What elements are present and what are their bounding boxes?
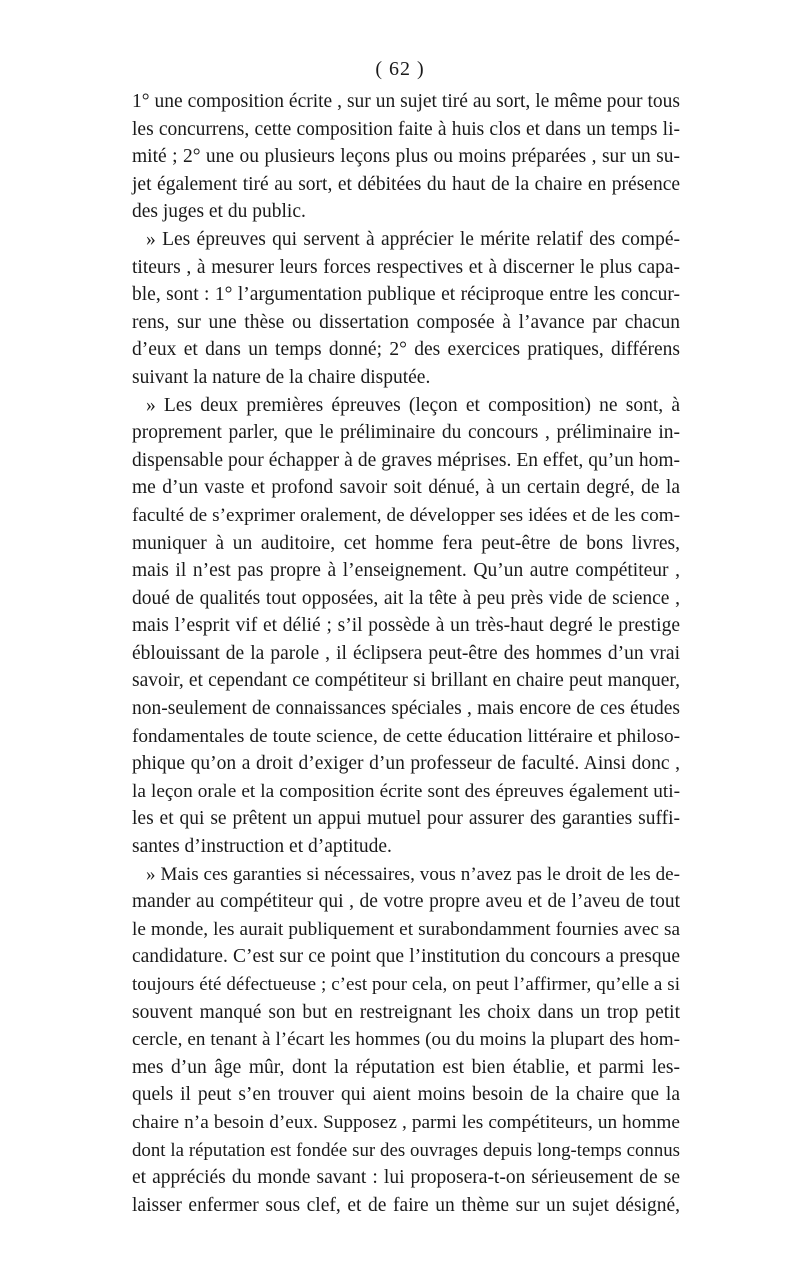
text-line: faculté de s’exprimer oralement, de développer ses idées et de les com- (132, 504, 680, 526)
text-line: chaire n’a besoin d’eux. Supposez , parmi les compétiteurs, un homme (132, 1111, 680, 1133)
text-line: cercle, en tenant à l’écart les hommes (ou du moins la plupart des hom- (132, 1029, 680, 1051)
text-line: ble, sont : 1° l’argumentation publique et réciproque entre les concur- (132, 284, 680, 306)
text-line: dispensable pour échapper à de graves méprises. En effet, qu’un hom- (132, 449, 680, 471)
text-line: candidature. C’est sur ce point que l’institution du concours a presque (132, 946, 680, 968)
text-line: savoir, et cependant ce compétiteur si brillant en chaire peut manquer, (132, 670, 680, 692)
text-line: souvent manqué son but en restreignant les choix dans un trop petit (132, 1001, 680, 1023)
text-line: proprement parler, que le préliminaire du concours , préliminaire in- (132, 422, 680, 444)
text-line: rens, sur une thèse ou dissertation composée à l’avance par chacun (132, 311, 680, 333)
text-line: des juges et du public. (132, 201, 306, 223)
text-line: le monde, les aurait publiquement et surabondamment fournies avec sa (132, 918, 680, 940)
text-line: titeurs , à mesurer leurs forces respectives et à discerner le plus capa- (132, 256, 680, 278)
page-number: ( 62 ) (375, 58, 425, 80)
text-line: » Les épreuves qui servent à apprécier le mérite relatif des compé- (146, 228, 680, 250)
text-line: les et qui se prêtent un appui mutuel pour assurer des garanties suffi- (132, 808, 680, 830)
text-line: quels il peut s’en trouver qui aient moins besoin de la chaire que la (132, 1084, 680, 1106)
text-line: d’eux et dans un temps donné; 2° des exercices pratiques, différens (132, 339, 680, 361)
text-line: dont la réputation est fondée sur des ouvrages depuis long-temps connus (132, 1139, 680, 1161)
text-line: fondamentales de toute science, de cette éducation littéraire et philoso- (132, 725, 680, 747)
text-line: me d’un vaste et profond savoir soit dénué, à un certain degré, de la (132, 477, 680, 499)
text-line: jet également tiré au sort, et débitées du haut de la chaire en présence (132, 173, 680, 195)
text-line: mander au compétiteur qui , de votre propre aveu et de l’aveu de tout (132, 891, 680, 913)
text-line: » Mais ces garanties si nécessaires, vous n’avez pas le droit de les de- (146, 863, 680, 885)
text-line: éblouissant de la parole , il éclipsera peut-être des hommes d’un vrai (132, 642, 680, 664)
text-line: laisser enfermer sous clef, et de faire un thème sur un sujet désigné, (132, 1194, 680, 1216)
text-line: muniquer à un auditoire, cet homme fera peut-être de bons livres, (132, 532, 680, 554)
text-line: non-seulement de connaissances spéciales , mais encore de ces études (132, 698, 680, 720)
text-line: les concurrens, cette composition faite à huis clos et dans un temps li- (132, 118, 680, 140)
text-line: mes d’un âge mûr, dont la réputation est bien établie, et parmi les- (132, 1056, 680, 1078)
text-line: mais il n’est pas propre à l’enseignement. Qu’un autre compétiteur , (132, 560, 680, 582)
text-line: phique qu’on a droit d’exiger d’un professeur de faculté. Ainsi donc , (132, 753, 680, 775)
text-line: » Les deux premières épreuves (leçon et composition) ne sont, à (146, 394, 680, 416)
body-text (132, 88, 680, 1219)
text-line: suivant la nature de la chaire disputée. (132, 366, 431, 388)
text-line: la leçon orale et la composition écrite sont des épreuves également uti- (132, 780, 680, 802)
text-line: doué de qualités tout opposées, ait la tête à peu près vide de science , (132, 587, 680, 609)
text-line: 1° une composition écrite , sur un sujet tiré au sort, le même pour tous (132, 91, 680, 112)
text-line: toujours été défectueuse ; c’est pour cela, on peut l’affirmer, qu’elle a si (132, 974, 680, 995)
text-line: et appréciés du monde savant : lui proposera-t-on sérieusement de se (132, 1167, 680, 1189)
text-line: mité ; 2° une ou plusieurs leçons plus ou moins préparées , sur un su- (132, 146, 680, 168)
text-line: santes d’instruction et d’aptitude. (132, 836, 392, 858)
text-line: mais l’esprit vif et délié ; s’il possède à un très-haut degré le prestige (132, 615, 680, 637)
